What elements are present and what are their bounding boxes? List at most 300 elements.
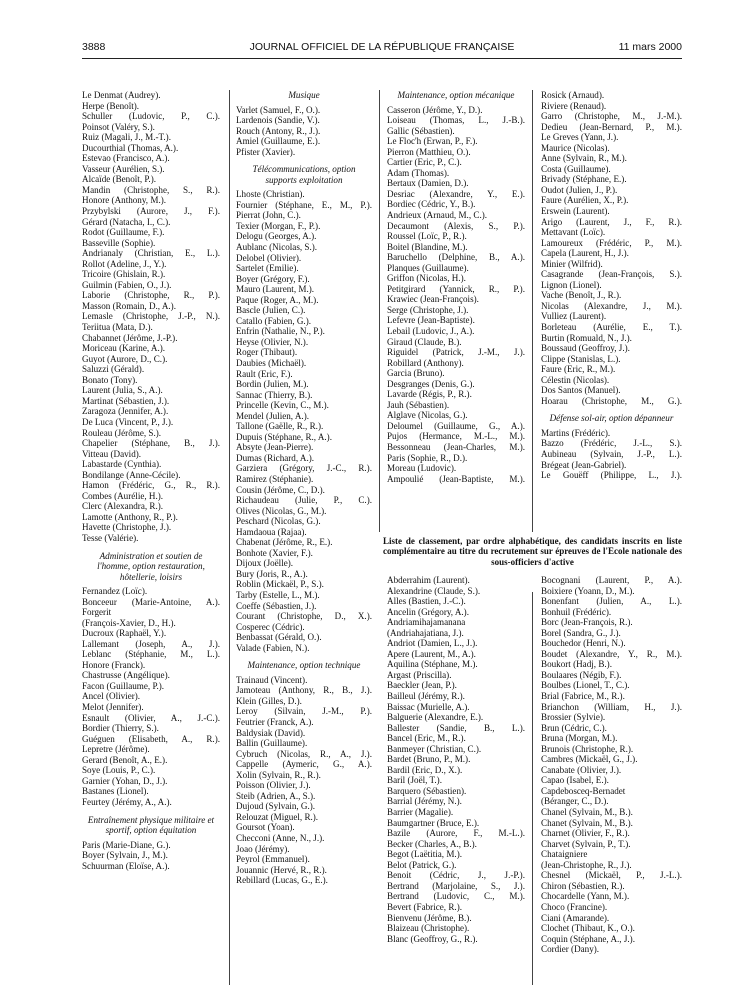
- name-entry: Ducourthial (Thomas, A.).: [82, 142, 179, 153]
- name-entry: Minier (Wilfrid).: [541, 258, 603, 269]
- name-entry: Bastanes (Lionel).: [82, 786, 149, 797]
- name-entry: Dumas (Richard, A.).: [236, 452, 315, 463]
- name-entry: Garnier (Yohan, D., J.).: [82, 775, 168, 786]
- name-entry: Petitgirard (Yannick, R., P.).: [387, 283, 525, 294]
- name-entry: Bascle (Julien, C.).: [236, 305, 306, 316]
- column-6: [541, 575, 682, 955]
- name-entry: Facon (Guillaume, P.).: [82, 680, 165, 691]
- name-entry: Brivady (Stéphane, E.).: [541, 174, 627, 185]
- name-entry: Bordin (Julien, M.).: [236, 379, 309, 390]
- name-entry: Paris (Sophie, R., D.).: [387, 452, 468, 463]
- name-entry: Deloumel (Guillaume, G., A.).: [387, 420, 525, 431]
- name-entry: Chapelier (Stéphane, B., J.).: [82, 438, 220, 449]
- name-entry: Balguerie (Alexandre, E.).: [387, 712, 484, 723]
- section-heading: Maintenance, option mécanique: [397, 90, 515, 100]
- name-entry: Brunois (Christophe, R.).: [541, 743, 634, 754]
- name-entry: Le Greves (Yann, J.).: [541, 132, 619, 143]
- name-entry: Maurice (Nicolas).: [541, 142, 610, 153]
- name-entry: Cartier (Eric, P., C.).: [387, 157, 462, 168]
- name-entry: Le Denmat (Audrey).: [82, 90, 161, 100]
- name-entry: Martinat (Sébastien, J.).: [82, 395, 170, 406]
- name-entry: Abderrahim (Laurent).: [387, 575, 470, 585]
- column-divider-1: [229, 90, 230, 985]
- name-entry: Cambres (Mickaël, G., J.).: [541, 754, 638, 765]
- name-entry: Rouleau (Jérôme, S.).: [82, 427, 162, 438]
- name-entry: (François-Xavier, D., H.).: [82, 617, 176, 628]
- name-entry: Paris (Marie-Diane, G.).: [82, 839, 171, 850]
- name-entry: Burtin (Romuald, N., J.).: [541, 332, 632, 343]
- name-entry: Hamon (Frédéric, G., R., R.).: [82, 480, 220, 491]
- name-entry: Fournier (Stéphane, E., M., P.).: [236, 199, 372, 210]
- name-entry: Amiel (Guillaume, E.).: [236, 136, 321, 147]
- name-entry: Erswein (Laurent).: [541, 206, 610, 217]
- name-entry: Becker (Charles, A., B.).: [387, 838, 477, 849]
- column-3: [387, 90, 525, 484]
- name-entry: Oudot (Julien, J., P.).: [541, 184, 618, 195]
- name-entry: Garro (Christophe, M., J.-M.).: [541, 111, 682, 122]
- name-entry: Laurent (Julia, S., A.).: [82, 385, 163, 396]
- name-entry: Baissac (Murielle, A.).: [387, 701, 470, 712]
- page-header: [82, 41, 682, 55]
- header-rule: [82, 58, 682, 59]
- name-entry: Delobel (Olivier).: [236, 252, 302, 263]
- column-4: [541, 90, 682, 481]
- name-entry: Lardenois (Sandie, V.).: [236, 115, 320, 126]
- name-entry: Richaudeau (Julie, P., C.).: [236, 495, 372, 506]
- name-entry: Andrieux (Arnaud, M., C.).: [387, 209, 488, 220]
- name-entry: Bocognani (Laurent, P., A.).: [541, 575, 682, 585]
- name-entry: Labastarde (Cynthia).: [82, 459, 162, 470]
- column-divider-2: [379, 90, 380, 532]
- name-entry: Krawiec (Jean-François).: [387, 294, 479, 305]
- name-entry: Garziera (Grégory, J.-C., R.).: [236, 463, 372, 474]
- journal-title: JOURNAL OFFICIEL DE LA RÉPUBLIQUE FRANÇAISE: [249, 41, 515, 53]
- name-entry: Mettavant (Loïc).: [541, 227, 606, 238]
- name-entry: Chataigniere: [541, 849, 588, 860]
- name-entry: Moreau (Ludovic).: [387, 463, 457, 474]
- name-entry: De Luca (Vincent, P., J.).: [82, 416, 174, 427]
- name-entry: Boixiere (Yoann, D., M.).: [541, 585, 635, 596]
- name-entry: Casseron (Jérôme, Y., D.).: [387, 104, 483, 115]
- name-entry: Ampoulié (Jean-Baptiste, M.).: [387, 473, 525, 484]
- name-entry: Peyrol (Emmanuel).: [236, 854, 310, 865]
- name-entry: Tallone (Gaëlle, R., R.).: [236, 421, 324, 432]
- name-entry: Checconi (Anne, N., J.).: [236, 833, 325, 843]
- name-entry: Paque (Roger, A., M.).: [236, 294, 319, 305]
- name-entry: Baldysiak (David).: [236, 727, 306, 738]
- name-entry: Melot (Jennifer).: [82, 702, 144, 713]
- name-entry: Fernandez (Loïc).: [82, 586, 148, 597]
- name-entry: Varlet (Samuel, F., O.).: [236, 104, 321, 115]
- page-number: 3888: [82, 41, 106, 53]
- name-entry: Baeckler (Jean, P.).: [387, 680, 457, 691]
- section-heading: Entraînement physique militaire et sportif, option équitation: [87, 814, 215, 835]
- name-entry: Klein (Gilles, D.).: [236, 695, 302, 706]
- name-entry: Chiron (Sébastien, R.).: [541, 880, 625, 891]
- name-entry: Desriac (Alexandre, Y., E.).: [387, 188, 525, 199]
- name-entry: Garcia (Bruno).: [387, 368, 445, 379]
- name-entry: Barrier (Magalie).: [387, 807, 454, 818]
- name-entry: Faure (Aurélien, X., P.).: [541, 195, 629, 206]
- name-entry: Andrianaly (Christian, E., L.).: [82, 248, 220, 259]
- name-entry: Ancel (Olivier).: [82, 691, 141, 702]
- name-entry: Charvet (Sylvain, P., T.).: [541, 838, 631, 849]
- name-entry: Lefevre (Jean-Baptiste).: [387, 315, 475, 326]
- name-entry: Laborie (Christophe, R., P.).: [82, 290, 220, 301]
- issue-date: 11 mars 2000: [618, 41, 682, 53]
- name-entry: Ducroux (Raphaël, Y.).: [82, 628, 167, 639]
- name-entry: Tricoire (Ghislain, R.).: [82, 269, 166, 280]
- name-entry: Anne (Sylvain, R., M.).: [541, 153, 627, 164]
- name-entry: Rault (Eric, F.).: [236, 368, 293, 379]
- name-entry: Desgranges (Denis, G.).: [387, 378, 475, 389]
- name-entry: Argast (Priscilla).: [387, 669, 452, 680]
- name-entry: Saluzzi (Gérald).: [82, 364, 145, 375]
- name-entry: Ramirez (Stéphanie).: [236, 474, 314, 484]
- name-entry: Bardil (Eric, D., X.).: [387, 764, 463, 775]
- name-entry: Jouannic (Hervé, R., R.).: [236, 864, 327, 875]
- name-entry: Bardet (Bruno, P., M.).: [387, 754, 471, 765]
- name-entry: Alcaïde (Benoît, P.).: [82, 174, 156, 185]
- name-entry: Schuurman (Eloïse, A.).: [82, 860, 170, 871]
- name-entry: Ballin (Guillaume).: [236, 738, 308, 749]
- name-entry: Riviere (Renaud).: [541, 100, 607, 111]
- name-entry: Begot (Laëtitia, M.).: [387, 849, 463, 860]
- name-entry: Steib (Adrien, A., S.).: [236, 790, 316, 801]
- name-entry: Peschard (Nicolas, G.).: [236, 516, 321, 527]
- name-entry: Przybylski (Aurore, J., F.).: [82, 206, 220, 217]
- name-entry: Leroy (Silvain, J.-M., P.).: [236, 706, 372, 717]
- name-entry: Olives (Nicolas, G., M.).: [236, 505, 327, 516]
- name-entry: Célestin (Nicolas).: [541, 374, 610, 385]
- name-entry: Chanet (Sylvain, M., B.).: [541, 817, 633, 828]
- name-entry: Rosick (Arnaud).: [541, 90, 605, 100]
- column-divider-3: [532, 90, 533, 532]
- name-entry: Chesnel (Mickaël, P., J.-L.).: [541, 870, 682, 881]
- name-entry: Feurtey (Jérémy, A., A.).: [82, 796, 172, 807]
- name-entry: Bertrand (Ludovic, C., M.).: [387, 891, 525, 902]
- name-entry: Bazzo (Frédéric, J.-L., S.).: [541, 438, 682, 449]
- name-entry: Masson (Romain, D., A.).: [82, 300, 176, 311]
- name-entry: Clerc (Alexandra, R.).: [82, 501, 164, 512]
- name-entry: Coeffe (Sébastien, J.).: [236, 600, 317, 611]
- name-entry: Vulliez (Laurent).: [541, 311, 607, 322]
- name-entry: Leblanc (Stéphanie, M., L.).: [82, 649, 220, 660]
- name-entry: Baruchello (Delphine, B., A.).: [387, 252, 525, 263]
- name-entry: Joao (Jérémy).: [236, 843, 290, 854]
- name-entry: Moriceau (Karine, A.).: [82, 343, 166, 354]
- name-entry: Cordier (Dany).: [541, 944, 600, 955]
- name-entry: Bevert (Fabrice, R.).: [387, 901, 462, 912]
- name-entry: Bazile (Aurore, F., M.-L.).: [387, 828, 525, 839]
- name-entry: Loiseau (Thomas, L., J.-B.).: [387, 115, 525, 126]
- name-entry: Esnault (Olivier, A., J.-C.).: [82, 712, 220, 723]
- name-entry: Capao (Isabel, E.).: [541, 775, 609, 786]
- name-entry: Nicolas (Alexandre, J., M.).: [541, 300, 682, 311]
- name-entry: Alles (Bastien, J.-C.).: [387, 596, 466, 607]
- name-entry: (Jean-Christophe, R., J.).: [541, 859, 632, 870]
- name-entry: Lhoste (Christian).: [236, 189, 305, 200]
- name-entry: Ancelin (Grégory, A.).: [387, 606, 469, 617]
- name-entry: Roblin (Mickaël, P., S.).: [236, 579, 324, 590]
- name-entry: Boyer (Grégory, F.).: [236, 273, 310, 284]
- name-entry: Boulbes (Lionel, T., C.).: [541, 680, 630, 691]
- name-entry: Teriitua (Mata, D.).: [82, 322, 153, 333]
- name-entry: Mauro (Laurent, M.).: [236, 284, 315, 295]
- name-entry: (Béranger, C., D.).: [541, 796, 609, 807]
- name-entry: Honore (Franck).: [82, 659, 146, 670]
- name-entry: Ciani (Amarande).: [541, 912, 610, 923]
- name-entry: Delogu (Georges, A.).: [236, 231, 317, 242]
- name-entry: Banmeyer (Christian, C.).: [387, 743, 482, 754]
- name-entry: (Andriahajatiana, J.).: [387, 627, 464, 638]
- name-entry: Brossier (Sylvie).: [541, 712, 606, 723]
- name-entry: Bordier (Thierry, S.).: [82, 723, 159, 734]
- name-entry: Basseville (Sophie).: [82, 237, 156, 248]
- name-entry: Chocardelle (Yann, M.).: [541, 891, 630, 902]
- section-heading: Défense sol-air, option dépanneur: [549, 413, 674, 424]
- name-entry: Hoarau (Christophe, M., G.).: [541, 395, 682, 406]
- name-entry: Choco (Francine).: [541, 901, 608, 912]
- name-entry: Combes (Aurélie, H.).: [82, 490, 164, 501]
- name-entry: Jamoteau (Anthony, R., B., J.).: [236, 685, 372, 696]
- name-entry: Poinsot (Valéry, S.).: [82, 121, 155, 132]
- name-entry: Capdebosceq-Bernadet: [541, 785, 626, 796]
- name-entry: Dos Santos (Manuel).: [541, 385, 621, 396]
- name-entry: Benbassat (Gérald, O.).: [236, 632, 322, 643]
- name-entry: Decaumont (Alexis, S., P.).: [387, 220, 525, 231]
- name-entry: Poisson (Olivier, J.).: [236, 780, 311, 791]
- name-entry: Bessonneau (Jean-Charles, M.).: [387, 442, 525, 452]
- name-entry: Guilmin (Fabien, O., J.).: [82, 279, 172, 290]
- name-entry: Ruiz (Magali, J., M.-T.).: [82, 132, 171, 143]
- name-entry: Zaragoza (Jennifer, A.).: [82, 406, 169, 417]
- name-entry: Texier (Morgan, F., P.).: [236, 220, 321, 231]
- name-entry: Gallic (Sébastien).: [387, 125, 455, 136]
- name-entry: Hamdaoua (Rajaa).: [236, 526, 307, 537]
- name-entry: Clippe (Stanislas, L.).: [541, 353, 621, 364]
- name-entry: Rodot (Guillaume, F.).: [82, 227, 165, 238]
- name-entry: Bancel (Eric, M., R.).: [387, 733, 466, 744]
- name-entry: Bertaux (Damien, D.).: [387, 178, 469, 189]
- name-entry: Aublanc (Nicolas, S.).: [236, 241, 318, 252]
- column-divider-4: [532, 592, 533, 985]
- name-entry: Tesse (Valérie).: [82, 532, 139, 543]
- name-entry: Borel (Sandra, G., J.).: [541, 627, 621, 638]
- name-entry: Estevao (Francisco, A.).: [82, 153, 170, 164]
- name-entry: Cosperec (Cédric).: [236, 621, 305, 632]
- name-entry: Dedieu (Jean-Bernard, P., M.).: [541, 121, 682, 132]
- name-entry: Xolin (Sylvain, R., R.).: [236, 769, 321, 780]
- name-entry: Chanel (Sylvain, M., B.).: [541, 807, 633, 818]
- name-entry: Charnet (Olivier, F., R.).: [541, 828, 630, 839]
- name-entry: Schuller (Ludovic, P., C.).: [82, 111, 220, 122]
- name-entry: Bonenfant (Julien, A., L.).: [541, 596, 682, 607]
- name-entry: Cousin (Jérôme, C., D.).: [236, 484, 325, 495]
- name-entry: Faure (Eric, R., M.).: [541, 364, 616, 375]
- section-heading: Musique: [288, 90, 320, 100]
- name-entry: Herpe (Benoît).: [82, 100, 140, 111]
- name-entry: Absyte (Jean-Pierre).: [236, 442, 314, 453]
- name-entry: Mendel (Julien, A.).: [236, 410, 309, 421]
- name-entry: Vasseur (Aurélien, S.).: [82, 163, 165, 174]
- name-entry: Goursot (Yoan).: [236, 822, 295, 833]
- name-entry: Robillard (Anthony).: [387, 357, 464, 368]
- name-entry: Boussaud (Geoffroy, J.).: [541, 343, 630, 354]
- name-entry: Bury (Joris, R., A.).: [236, 568, 308, 579]
- name-entry: Ballester (Sandie, B., L.).: [387, 722, 525, 733]
- name-entry: Heyse (Olivier, N.).: [236, 336, 309, 347]
- name-entry: Brianchon (William, H., J.).: [541, 701, 682, 712]
- name-entry: Bienvenu (Jérôme, B.).: [387, 912, 472, 923]
- name-entry: Cappelle (Aymeric, G., A.).: [236, 759, 372, 770]
- name-entry: Boyer (Sylvain, J., M.).: [82, 850, 168, 861]
- name-entry: Coquin (Stéphane, A., J.).: [541, 933, 635, 944]
- name-entry: Serge (Christophe, J.).: [387, 304, 469, 315]
- name-entry: Griffon (Nicolas, H.).: [387, 273, 466, 284]
- name-entry: Clochet (Thibaut, K., O.).: [541, 923, 635, 934]
- name-entry: Blanc (Geoffroy, G., R.).: [387, 933, 478, 944]
- name-entry: Princelle (Kevin, C., M.).: [236, 400, 329, 411]
- name-entry: Apere (Laurent, M., A.).: [387, 648, 476, 659]
- name-entry: Relouzat (Miguel, R.).: [236, 811, 319, 822]
- name-entry: Baril (Joël, T.).: [387, 775, 442, 786]
- name-entry: Daubies (Michaël).: [236, 357, 307, 368]
- name-entry: Courant (Christophe, D., X.).: [236, 611, 372, 622]
- name-entry: Belot (Patrick, G.).: [387, 859, 457, 870]
- classement-title: Liste de classement, par ordre alphabétique, des candidats inscrits en liste complémentaire au titre du recrutement sur épreuves de l'Ecole nationale des sous-officiers d'active: [383, 536, 682, 567]
- name-entry: Vache (Benoît, J., R.).: [541, 290, 622, 301]
- name-entry: Havette (Christophe, J.).: [82, 522, 172, 533]
- name-entry: Mandin (Christophe, S., R.).: [82, 184, 220, 195]
- name-entry: Bruna (Morgan, M.).: [541, 733, 618, 744]
- name-entry: Pfister (Xavier).: [236, 146, 296, 157]
- name-entry: Dupuis (Stéphane, R., A.).: [236, 431, 332, 442]
- name-entry: Bertrand (Marjolaine, S., J.).: [387, 880, 525, 891]
- name-entry: Barquero (Sébastien).: [387, 785, 467, 796]
- name-entry: Lignon (Lionel).: [541, 279, 602, 290]
- name-entry: Lemasle (Christophe, J.-P., N.).: [82, 311, 220, 322]
- name-entry: Bonceeur (Marie-Antoine, A.).: [82, 596, 220, 607]
- name-entry: Feutrier (Franck, A.).: [236, 716, 314, 727]
- name-entry: Capela (Laurent, H., J.).: [541, 248, 629, 259]
- name-entry: Brun (Cédric, C.).: [541, 722, 607, 733]
- name-entry: Bonhote (Xavier, F.).: [236, 547, 313, 558]
- name-entry: Blaizeau (Christophe).: [387, 923, 470, 934]
- name-entry: Bonato (Tony).: [82, 374, 138, 385]
- name-entry: Arigo (Laurent, J., F., R.).: [541, 216, 682, 227]
- name-entry: Chabannet (Jérôme, J.-P.).: [82, 332, 178, 343]
- name-entry: Adam (Thomas).: [387, 167, 450, 178]
- name-entry: Chabenat (Jérôme, R., E.).: [236, 537, 333, 548]
- name-entry: Lepretre (Jérôme).: [82, 744, 150, 755]
- name-entry: Alexandrine (Claude, S.).: [387, 585, 481, 596]
- name-entry: Trainaud (Vincent).: [236, 674, 308, 685]
- name-entry: Jauh (Sébastien).: [387, 399, 450, 410]
- name-entry: Riguidel (Patrick, J.-M., J.).: [387, 347, 525, 358]
- name-entry: Bordiec (Cédric, Y., B.).: [387, 199, 476, 210]
- name-entry: Bonhuil (Frédéric).: [541, 606, 612, 617]
- name-entry: Sannac (Thierry, B.).: [236, 389, 313, 400]
- name-entry: Enfrin (Nathalie, N., P.).: [236, 326, 325, 337]
- name-entry: Giraud (Claude, B.).: [387, 336, 462, 347]
- name-entry: Aquilina (Stéphane, M.).: [387, 659, 478, 670]
- name-entry: Brial (Fabrice, M., R.).: [541, 691, 625, 702]
- name-entry: Canabate (Olivier, J.).: [541, 764, 622, 775]
- section-heading: Maintenance, option technique: [247, 660, 361, 671]
- name-entry: Roussel (Loïc, P., R.).: [387, 231, 467, 242]
- name-entry: Cybruch (Nicolas, R., A., J.).: [236, 748, 372, 759]
- name-entry: Alglave (Nicolas, G.).: [387, 410, 468, 421]
- column-2: [236, 90, 372, 886]
- name-entry: Boukort (Hadj, B.).: [541, 659, 612, 670]
- name-entry: Casagrande (Jean-François, S.).: [541, 269, 682, 280]
- name-entry: Boulaares (Négib, F.).: [541, 669, 622, 680]
- name-entry: Guyot (Aurore, D., C.).: [82, 353, 168, 364]
- name-entry: Guéguen (Elisabeth, A., R.).: [82, 733, 220, 744]
- name-entry: Borleteau (Aurélie, E., T.).: [541, 322, 682, 333]
- name-entry: Bouchedor (Henri, N.).: [541, 638, 626, 649]
- name-entry: Honore (Anthony, M.).: [82, 195, 167, 206]
- name-entry: Andriot (Damien, L., J.).: [387, 638, 478, 649]
- name-entry: Borc (Jean-François, R.).: [541, 617, 633, 628]
- name-entry: Pujos (Hermance, M.-L., M.).: [387, 431, 525, 442]
- name-entry: Le Gouëff (Philippe, L., J.).: [541, 470, 682, 481]
- name-entry: Andriamihajamanana: [387, 617, 466, 628]
- name-entry: Lallemant (Joseph, A., J.).: [82, 638, 220, 649]
- name-entry: Dujoud (Sylvain, G.).: [236, 801, 316, 812]
- name-entry: Gerard (Benoît, A., E.).: [82, 754, 168, 765]
- name-entry: Chastrusse (Angélique).: [82, 670, 170, 681]
- name-entry: Pierrat (John, C.).: [236, 210, 301, 221]
- column-5: [387, 575, 525, 944]
- name-entry: Catallo (Fabien, G.).: [236, 315, 312, 326]
- name-entry: Barrial (Jérémy, N.).: [387, 796, 462, 807]
- name-entry: Gérard (Natacha, I., C.).: [82, 216, 171, 227]
- name-entry: Forgerit: [82, 607, 112, 618]
- name-entry: Valade (Fabien, N.).: [236, 642, 310, 653]
- name-entry: Roger (Thibaut).: [236, 347, 298, 358]
- name-entry: Costa (Guillaume).: [541, 163, 611, 174]
- name-entry: Lamotte (Anthony, R., P.).: [82, 511, 178, 522]
- name-entry: Pierron (Matthieu, O.).: [387, 146, 471, 157]
- name-entry: Bailleul (Jérémy, R.).: [387, 691, 465, 702]
- column-1: [82, 90, 220, 871]
- name-entry: Vitteau (David).: [82, 448, 142, 459]
- name-entry: Martins (Frédéric).: [541, 427, 611, 438]
- name-entry: Rebillard (Lucas, G., E.).: [236, 875, 328, 886]
- name-entry: Brégeat (Jean-Gabriel).: [541, 459, 627, 470]
- name-entry: Lavarde (Régis, P., R.).: [387, 389, 472, 400]
- section-heading: Administration et soutien de l'homme, option restauration, hôtellerie, loisirs: [97, 550, 205, 582]
- name-entry: Benoit (Cédric, J., J.-P.).: [387, 870, 525, 881]
- section-heading: Télécommunications, option supports exploitation: [252, 164, 356, 185]
- name-entry: Lamoureux (Frédéric, P., M.).: [541, 237, 682, 248]
- name-entry: Le Floc'h (Erwan, P., F.).: [387, 136, 478, 147]
- name-entry: Baumgartner (Bruce, E.).: [387, 817, 480, 828]
- name-entry: Bondilange (Anne-Cécile).: [82, 469, 181, 480]
- name-entry: Soye (Louis, P., C.).: [82, 765, 156, 776]
- name-entry: Boitel (Blandine, M.).: [387, 241, 468, 252]
- name-entry: Dijoux (Joëlle).: [236, 558, 294, 569]
- name-entry: Rollot (Adeline, J., Y.).: [82, 258, 167, 269]
- name-entry: Tarby (Estelle, L., M.).: [236, 590, 320, 601]
- name-entry: Planques (Guillaume).: [387, 262, 469, 273]
- name-entry: Boudet (Alexandre, Y., R., M.).: [541, 648, 682, 659]
- name-entry: Aubineau (Sylvain, J.-P., L.).: [541, 449, 682, 459]
- name-entry: Sartelet (Emilie).: [236, 263, 299, 274]
- name-entry: Lebail (Ludovic, J., A.).: [387, 325, 475, 336]
